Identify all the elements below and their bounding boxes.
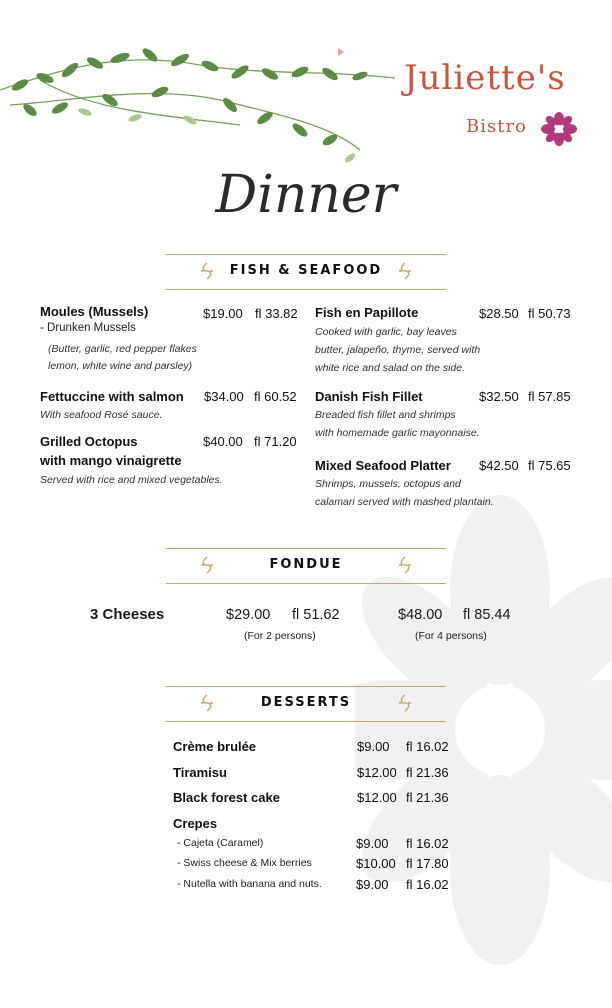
menu-item-price: $32.50 xyxy=(479,389,519,404)
menu-item-desc: With seafood Rosé sauce. xyxy=(40,409,163,421)
menu-item-name: Moules (Mussels) xyxy=(40,304,149,319)
menu-item-name: Danish Fish Fillet xyxy=(315,389,423,404)
vine-illustration xyxy=(0,30,400,170)
dessert-price: $12.00 xyxy=(357,765,397,780)
menu-item-sub: - Drunken Mussels xyxy=(40,322,136,334)
dessert-fl: fl 21.36 xyxy=(406,790,449,805)
dessert-fl: fl 21.36 xyxy=(406,765,449,780)
fondue-price: $48.00 xyxy=(398,607,443,623)
brand-name: Juliette's xyxy=(404,58,566,98)
page-title: Dinner xyxy=(215,165,397,225)
crepe-item-fl: fl 16.02 xyxy=(406,877,449,892)
fleur-ornament-icon xyxy=(396,261,414,281)
fondue-price: $29.00 xyxy=(226,607,271,623)
menu-item-price: $28.50 xyxy=(479,306,519,321)
menu-item-fl: fl 50.73 xyxy=(528,306,571,321)
crepe-item-name: - Cajeta (Caramel) xyxy=(177,837,264,849)
menu-item-fl: fl 60.52 xyxy=(254,389,297,404)
menu-item-desc: Served with rice and mixed vegetables. xyxy=(40,474,223,486)
flower-icon xyxy=(540,112,578,146)
menu-item-fl: fl 71.20 xyxy=(254,434,297,449)
crepe-item-price: $9.00 xyxy=(356,877,389,892)
brand-subtitle: Bistro xyxy=(466,116,527,137)
menu-item-price: $34.00 xyxy=(204,389,244,404)
menu-item-desc: with homemade garlic mayonnaise. xyxy=(315,427,480,439)
menu-item-desc: Cooked with garlic, bay leaves xyxy=(315,326,457,338)
dessert-name: Black forest cake xyxy=(173,790,280,805)
section-header-fish xyxy=(166,254,446,290)
menu-item-name: Fettuccine with salmon xyxy=(40,389,184,404)
menu-item-fl: fl 33.82 xyxy=(255,306,298,321)
menu-item-desc: butter, jalapeño, thyme, served with xyxy=(315,344,481,356)
menu-item-name-2: with mango vinaigrette xyxy=(40,453,182,468)
menu-item-desc: (Butter, garlic, red pepper flakes xyxy=(48,343,197,355)
section-title-desserts: DESSERTS xyxy=(260,695,352,710)
fondue-fl: fl 85.44 xyxy=(463,607,511,623)
crepe-item-fl: fl 16.02 xyxy=(406,836,449,851)
menu-item-name: Mixed Seafood Platter xyxy=(315,458,451,473)
dessert-fl: fl 16.02 xyxy=(406,739,449,754)
fondue-fl: fl 51.62 xyxy=(292,607,340,623)
crepe-item-price: $10.00 xyxy=(356,856,396,871)
section-title-fondue: FONDUE xyxy=(269,557,343,572)
crepe-item-name: - Nutella with banana and nuts. xyxy=(177,878,322,890)
crepe-item-price: $9.00 xyxy=(356,836,389,851)
menu-item-price: $42.50 xyxy=(479,458,519,473)
menu-item-name: Fish en Papillote xyxy=(315,305,419,320)
menu-item-desc: calamari served with mashed plantain. xyxy=(315,496,494,508)
crepe-item-fl: fl 17.80 xyxy=(406,856,449,871)
menu-item-name: Grilled Octopus xyxy=(40,434,138,449)
menu-item-desc: Shrimps, mussels, octopus and xyxy=(315,478,461,490)
dessert-price: $12.00 xyxy=(357,790,397,805)
fleur-ornament-icon xyxy=(396,555,414,575)
crepe-item-name: - Swiss cheese & Mix berries xyxy=(177,857,312,869)
menu-item-desc: Breaded fish fillet and shrimps xyxy=(315,409,456,421)
dessert-price: $9.00 xyxy=(357,739,390,754)
fondue-item-name: 3 Cheeses xyxy=(90,606,165,623)
menu-item-desc: white rice and salad on the side. xyxy=(315,362,466,374)
section-title-fish: FISH & SEAFOOD xyxy=(229,263,383,278)
dessert-crepes-name: Crepes xyxy=(173,816,218,831)
fleur-ornament-icon xyxy=(396,693,414,713)
section-header-desserts xyxy=(166,686,446,722)
fondue-note: (For 2 persons) xyxy=(244,630,316,642)
menu-item-fl: fl 75.65 xyxy=(528,458,571,473)
menu-item-desc: lemon, white wine and parsley) xyxy=(48,360,193,372)
fondue-note: (For 4 persons) xyxy=(415,630,487,642)
menu-item-price: $40.00 xyxy=(203,434,243,449)
dessert-name: Tiramisu xyxy=(173,765,227,780)
menu-item-price: $19.00 xyxy=(203,306,243,321)
section-header-fondue xyxy=(166,548,446,584)
dessert-name: Crème brulée xyxy=(173,739,257,754)
menu-item-fl: fl 57.85 xyxy=(528,389,571,404)
